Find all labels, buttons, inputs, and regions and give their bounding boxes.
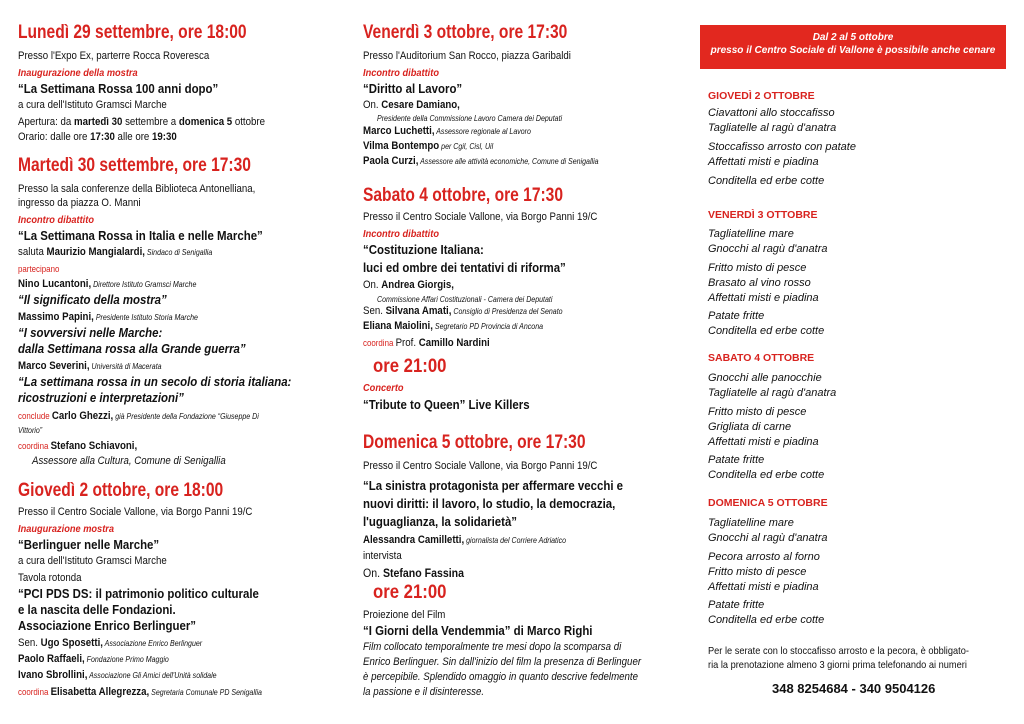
menu-item: Affettati misti e piadina	[708, 292, 819, 304]
interviewer: Alessandra Camilletti, giornalista del Corriere Adriatico	[363, 534, 567, 546]
venue: Presso l'Auditorium San Rocco, piazza Garibaldi	[363, 50, 571, 62]
round-table-title-line-2: e la nascita delle Fondazioni.	[18, 602, 176, 617]
event-title: “Berlinguer nelle Marche”	[18, 537, 160, 552]
event-title: “La Settimana Rossa in Italia e nelle Marche”	[18, 228, 263, 243]
speaker-1-role: Commissione Affari Costituzionali - Camera dei Deputati	[377, 295, 553, 304]
speaker-2-talk-line-2: dalla Settimana rossa alla Grande guerra”	[18, 341, 246, 356]
speaker-1-role: Presidente della Commissione Lavoro Camera dei Deputati	[377, 114, 563, 123]
banner-line-1: Dal 2 al 5 ottobre	[812, 32, 894, 43]
event-title: “La Settimana Rossa 100 anni dopo”	[18, 81, 219, 96]
speaker-3-talk-line-2: ricostruzioni e interpretazioni”	[18, 390, 184, 405]
day-heading-monday: Lunedì 29 settembre, ore 18:00	[18, 22, 247, 43]
interview-label: intervista	[363, 550, 402, 562]
greeting-line: saluta Maurizio Mangialardi, Sindaco di Senigallia	[18, 246, 213, 258]
conclusion-speaker: conclude Carlo Ghezzi, già Presidente della Fondazione “Giuseppe Di	[18, 410, 259, 422]
evening-time-saturday: ore 21:00	[373, 356, 447, 377]
menu-day-thursday: GIOVEDÌ 2 OTTOBRE	[708, 90, 815, 102]
event-type-label: Inaugurazione mostra	[18, 523, 115, 535]
banner-line-2: presso il Centro Sociale di Vallone è possibile anche cenare	[710, 45, 996, 56]
speaker-3: Vilma Bontempo per Cgil, Cisl, Uil	[363, 140, 494, 152]
menu-item: Pecora arrosto al forno	[708, 551, 820, 563]
film-title: “I Giorni della Vendemmia” di Marco Righi	[363, 623, 593, 638]
menu-item: Conditella ed erbe cotte	[708, 175, 825, 187]
venue: Presso il Centro Sociale Vallone, via Borgo Panni 19/C	[363, 460, 598, 472]
menu-day-sunday: DOMENICA 5 OTTOBRE	[708, 497, 828, 509]
event-type-label: Incontro dibattito	[363, 67, 439, 79]
event-title-line-2: nuovi diritti: il lavoro, lo studio, la democrazia,	[363, 496, 616, 511]
menu-item: Gnocchi al ragù d'anatra	[708, 243, 828, 255]
menu-item: Patate fritte	[708, 310, 765, 322]
menu-item: Grigliata di carne	[708, 421, 792, 433]
day-heading-tuesday: Martedì 30 settembre, ore 17:30	[18, 155, 251, 176]
speaker-2: Marco Luchetti, Assessore regionale al Lavoro	[363, 125, 531, 137]
event-title: “Costituzione Italiana:	[363, 242, 484, 257]
conclusion-role-line-2: Vittorio”	[18, 426, 43, 435]
day-heading-friday: Venerdì 3 ottobre, ore 17:30	[363, 22, 568, 43]
moderator: coordina Stefano Schiavoni,	[18, 440, 138, 452]
round-table-title-line-3: Associazione Enrico Berlinguer”	[18, 618, 197, 633]
menu-item: Gnocchi alle panocchie	[708, 372, 822, 384]
menu-item: Conditella ed erbe cotte	[708, 469, 825, 481]
event-title-line-2: luci ed ombre dei tentativi di riforma”	[363, 260, 566, 275]
speaker-1: Sen. Ugo Sposetti, Associazione Enrico Berlinguer	[18, 637, 203, 649]
menu-item: Gnocchi al ragù d'anatra	[708, 532, 828, 544]
moderator: coordina Prof. Camillo Nardini	[363, 337, 490, 349]
event-type-label: Incontro dibattito	[18, 214, 94, 226]
curator-line: a cura dell'Istituto Gramsci Marche	[18, 555, 167, 567]
venue: Presso l'Expo Ex, parterre Rocca Roveresca	[18, 50, 210, 62]
speaker-3: Marco Severini, Università di Macerata	[18, 360, 162, 372]
moderator-role: Assessore alla Cultura, Comune di Senigallia	[32, 455, 226, 467]
menu-item: Brasato al vino rosso	[708, 277, 811, 289]
event-type-label: Incontro dibattito	[363, 228, 439, 240]
menu-day-saturday: SABATO 4 OTTOBRE	[708, 352, 815, 364]
venue-line-2: ingresso da piazza O. Manni	[18, 197, 141, 209]
evening-time-sunday: ore 21:00	[373, 582, 447, 603]
reservation-note: Per le serate con lo stoccafisso arrosto e la pecora, è obbligato-	[708, 645, 969, 657]
concert-label: Concerto	[363, 382, 404, 394]
opening-hours: Orario: dalle ore 17:30 alle ore 19:30	[18, 131, 177, 143]
reservation-note-line-2: ria la prenotazione almeno 3 giorni prima telefonando ai numeri	[708, 659, 967, 671]
menu-item: Tagliatelle al ragù d'anatra	[708, 387, 837, 399]
menu-item: Fritto misto di pesce	[708, 262, 807, 274]
menu-item: Ciavattoni allo stoccafisso	[708, 107, 835, 119]
speaker-2-talk: “I sovversivi nelle Marche:	[18, 325, 163, 340]
speaker-1: On. Cesare Damiano,	[363, 99, 460, 111]
event-title: “Diritto al Lavoro”	[363, 81, 463, 96]
menu-item: Tagliatelle al ragù d'anatra	[708, 122, 837, 134]
menu-item: Affettati misti e piadina	[708, 436, 819, 448]
venue: Presso il Centro Sociale Vallone, via Borgo Panni 19/C	[18, 506, 253, 518]
day-heading-thursday: Giovedì 2 ottobre, ore 18:00	[18, 480, 224, 501]
menu-item: Fritto misto di pesce	[708, 406, 807, 418]
film-description: Film collocato temporalmente tre mesi dopo la scomparsa di	[363, 641, 622, 653]
menu-item: Fritto misto di pesce	[708, 566, 807, 578]
menu-item: Conditella ed erbe cotte	[708, 614, 825, 626]
round-table-title: “PCI PDS DS: il patrimonio politico culturale	[18, 586, 259, 601]
film-description-line-4: la passione e il disinteresse.	[363, 686, 485, 698]
speaker-4: Paola Curzi, Assessore alle attività economiche, Comune di Senigallia	[363, 155, 599, 167]
menu-item: Patate fritte	[708, 599, 765, 611]
speaker-1: Nino Lucantoni, Direttore Istituto Gramsci Marche	[18, 278, 197, 290]
event-type-label: Inaugurazione della mostra	[18, 67, 138, 79]
interviewee: On. Stefano Fassina	[363, 566, 464, 580]
moderator: coordina Elisabetta Allegrezza, Segretaria Comunale PD Senigallia	[18, 686, 262, 698]
menu-item: Stoccafisso arrosto con patate	[708, 141, 856, 153]
opening-dates: Apertura: da martedì 30 settembre a domenica 5 ottobre	[18, 116, 265, 128]
film-description-line-3: è percepibile. Splendido omaggio in quanto descrive fedelmente	[363, 671, 638, 683]
speaker-1: On. Andrea Giorgis,	[363, 279, 454, 291]
menu-item: Tagliatelline mare	[708, 228, 794, 240]
menu-item: Affettati misti e piadina	[708, 581, 819, 593]
round-table-label: Tavola rotonda	[18, 572, 82, 584]
menu-item: Tagliatelline mare	[708, 517, 794, 529]
menu-day-friday: VENERDÌ 3 OTTOBRE	[708, 209, 818, 221]
day-heading-saturday: Sabato 4 ottobre, ore 17:30	[363, 185, 564, 206]
curator-line: a cura dell'Istituto Gramsci Marche	[18, 99, 167, 111]
screening-label: Proiezione del Film	[363, 609, 446, 621]
event-title-line-3: l'uguaglianza, la solidarietà”	[363, 514, 518, 529]
menu-item: Affettati misti e piadina	[708, 156, 819, 168]
speaker-3: Eliana Maiolini, Segretario PD Provincia di Ancona	[363, 320, 544, 332]
speaker-2: Paolo Raffaeli, Fondazione Primo Maggio	[18, 653, 169, 665]
speaker-2: Massimo Papini, Presidente Istituto Storia Marche	[18, 311, 198, 323]
speaker-2: Sen. Silvana Amati, Consiglio di Presidenza del Senato	[363, 305, 563, 317]
speaker-3-talk: “La settimana rossa in un secolo di storia italiana:	[18, 374, 292, 389]
film-description-line-2: Enrico Berlinguer. Sin dall'inizio del film la presenza di Berlinguer	[363, 656, 642, 668]
speaker-3: Ivano Sbrollini, Associazione Gli Amici dell'Unità solidale	[18, 669, 217, 681]
day-heading-sunday: Domenica 5 ottobre, ore 17:30	[363, 432, 586, 453]
event-title: “La sinistra protagonista per affermare vecchi e	[363, 478, 624, 493]
participants-label: partecipano	[18, 264, 60, 274]
concert-title: “Tribute to Queen” Live Killers	[363, 397, 530, 412]
speaker-1-talk: “Il significato della mostra”	[18, 292, 167, 307]
venue: Presso il Centro Sociale Vallone, via Borgo Panni 19/C	[363, 211, 598, 223]
venue: Presso la sala conferenze della Biblioteca Antonelliana,	[18, 183, 256, 195]
phone-numbers: 348 8254684 - 340 9504126	[772, 681, 936, 696]
menu-item: Patate fritte	[708, 454, 765, 466]
dinner-banner	[700, 25, 1006, 69]
menu-item: Conditella ed erbe cotte	[708, 325, 825, 337]
